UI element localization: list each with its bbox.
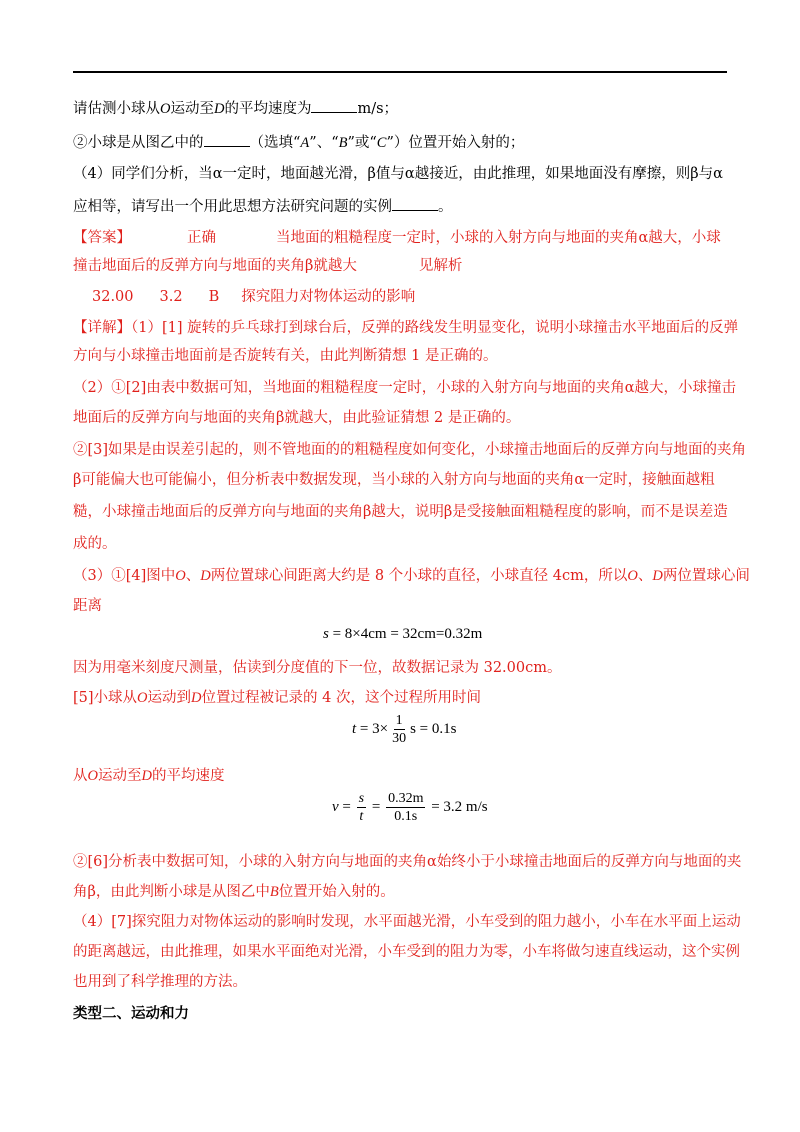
header-rule [73,71,727,73]
section-heading: 类型二、运动和力 [73,1006,189,1022]
answer-5: 3.2 [159,289,183,305]
detail-p9-line2: 的距离越远，由此推理，如果水平面绝对光滑，小车受到的阻力为零，小车将做匀速直线运动，这个实例 [73,944,740,960]
answer-4: 32.00 [92,289,134,305]
equation-velocity [332,790,488,825]
fraction [390,712,408,747]
point-o: O [160,101,171,117]
answer-line3 [92,287,752,307]
text: 角β，由此判断小球是从图乙中 [73,884,270,900]
equation-distance [323,626,482,643]
detail-p6 [73,688,733,708]
text: 的平均速度为 [224,101,312,117]
text: 位置过程被记录的 4 次，这个过程所用时间 [201,690,481,706]
detail-p1-line2: 方向与小球撞击地面前是否旋转有关，由此判断猜想 1 是正确的。 [73,348,498,364]
text: = [338,798,355,815]
symbol-t: t [352,720,357,737]
text: 从 [73,768,88,784]
point-o: O [175,568,186,584]
unit: m/s； [357,101,399,117]
fraction [386,790,425,825]
detail-p3-line2: β可能偏大也可能偏小，但分析表中数据发现，当小球的入射方向与地面的夹角α一定时，接触面越粗 [73,472,715,488]
answer-blank[interactable] [392,196,438,211]
text: 位置开始入射的。 [278,884,395,900]
text: 应相等，请写出一个用此思想方法研究问题的实例 [73,199,392,215]
point-d: D [141,768,152,784]
detail-p4-line2: 距离 [73,598,102,614]
text: = 3× [356,720,389,737]
numerator: s [358,791,365,806]
answer-line2 [73,256,733,276]
text: 的平均速度 [151,768,225,784]
detail-p3-line1: ②[3]如果是由误差引起的，则不管地面的的粗糙程度如何变化，小球撞击地面后的反弹方向与地面的夹角 [73,442,747,458]
question-4-line1: （4）同学们分析，当α一定时，地面越光滑，β值与α越接近，由此推理，如果地面没有摩擦，则β与α [73,166,723,182]
numerator: 1 [395,713,403,728]
point-o: O [627,568,638,584]
detail-p3-line3: 糙，小球撞击地面后的反弹方向与地面的夹角β越大，说明β是受接触面粗糙程度的影响，而不是误差造 [73,504,728,520]
equation-rhs: = 3.2 m/s [427,798,488,815]
detail-label: 【详解】 [73,320,131,336]
text: 、 [185,568,201,584]
answer-blank[interactable] [204,132,250,147]
text: ”或“ [347,135,377,151]
answer-2: 当地面的粗糙程度一定时，小球的入射方向与地面的夹角α越大，小球 [276,230,721,246]
answer-line1 [73,228,733,248]
symbol-s: s [323,626,329,642]
symbol-v: v [332,798,339,815]
detail-p4-line1 [73,566,750,586]
text: 两位置球心间 [662,568,750,584]
answer-7: 探究阻力对物体运动的影响 [241,289,416,305]
detail-p8-line2 [73,882,733,902]
denominator: 0.1s [394,809,418,824]
equation-rhs: = 8×4cm = 32cm=0.32m [328,626,483,642]
denominator: 30 [392,731,407,746]
detail-p7 [73,766,733,786]
detail-p8-line1: ②[6]分析表中数据可知，小球的入射方向与地面的夹角α始终小于小球撞击地面后的反弹方向与地面的夹 [73,854,742,870]
text: 、 [637,568,653,584]
text: 两位置球心间距离大约是 8 个小球的直径，小球直径 4cm，所以 [210,568,628,584]
detail-p9-line1: （4）[7]探究阻力对物体运动的影响时发现，水平面越光滑，小车受到的阻力越小，小车在水平面上运动 [73,914,741,930]
text: （1）[1] 旋转的乒乓球打到球台后，反弹的路线发生明显变化，说明小球撞击水平地面后的反弹 [131,320,739,336]
text: 运动到 [147,690,192,706]
point-o: O [137,690,148,706]
detail-p2-line1: （2）①[2]由表中数据可知，当地面的粗糙程度一定时，小球的入射方向与地面的夹角α越大，小球撞击 [73,380,737,396]
text: （选填“ [249,135,301,151]
text: 请估测小球从 [73,101,160,117]
point-d: D [200,568,211,584]
question-speed-line [73,98,733,119]
answer-6: B [208,289,220,305]
point-d: D [213,101,225,117]
answer-label: 【答案】 [73,230,131,246]
detail-p3-line4: 成的。 [73,536,117,552]
point-d: D [652,568,663,584]
text: ”、“ [309,135,339,151]
text: [5]小球从 [73,690,138,706]
equation-time [352,712,456,747]
text: ”）位置开始入射的； [386,135,525,151]
answer-2-cont: 撞击地面后的反弹方向与地面的夹角β就越大 [73,258,357,274]
text: 运动至 [170,101,214,117]
equation-rhs: s = 0.1s [410,720,457,737]
question-4-line2 [73,196,733,217]
answer-blank[interactable] [311,98,357,113]
detail-p9-line3: 也用到了科学推理的方法。 [73,974,247,990]
denominator: t [359,809,364,824]
text: ②小球是从图乙中的 [73,135,204,151]
detail-p2-line2: 地面后的反弹方向与地面的夹角β就越大，由此验证猜想 2 是正确的。 [73,410,521,426]
text: （3）①[4]图中 [73,568,176,584]
question-start-line [73,132,733,153]
text: 运动至 [97,768,142,784]
text: 。 [438,199,453,215]
option-b: B [338,135,348,151]
answer-3: 见解析 [418,258,463,274]
option-a: A [300,135,310,151]
numerator: 0.32m [388,791,424,806]
detail-p1-line1 [73,318,739,338]
point-d: D [191,690,202,706]
point-b: B [269,884,279,900]
point-o: O [87,768,98,784]
fraction [357,790,366,825]
detail-p5: 因为用毫米刻度尺测量，估读到分度值的下一位，故数据记录为 32.00cm。 [73,660,562,676]
answer-1: 正确 [187,230,216,246]
option-c: C [376,135,387,151]
text: = [368,798,385,815]
